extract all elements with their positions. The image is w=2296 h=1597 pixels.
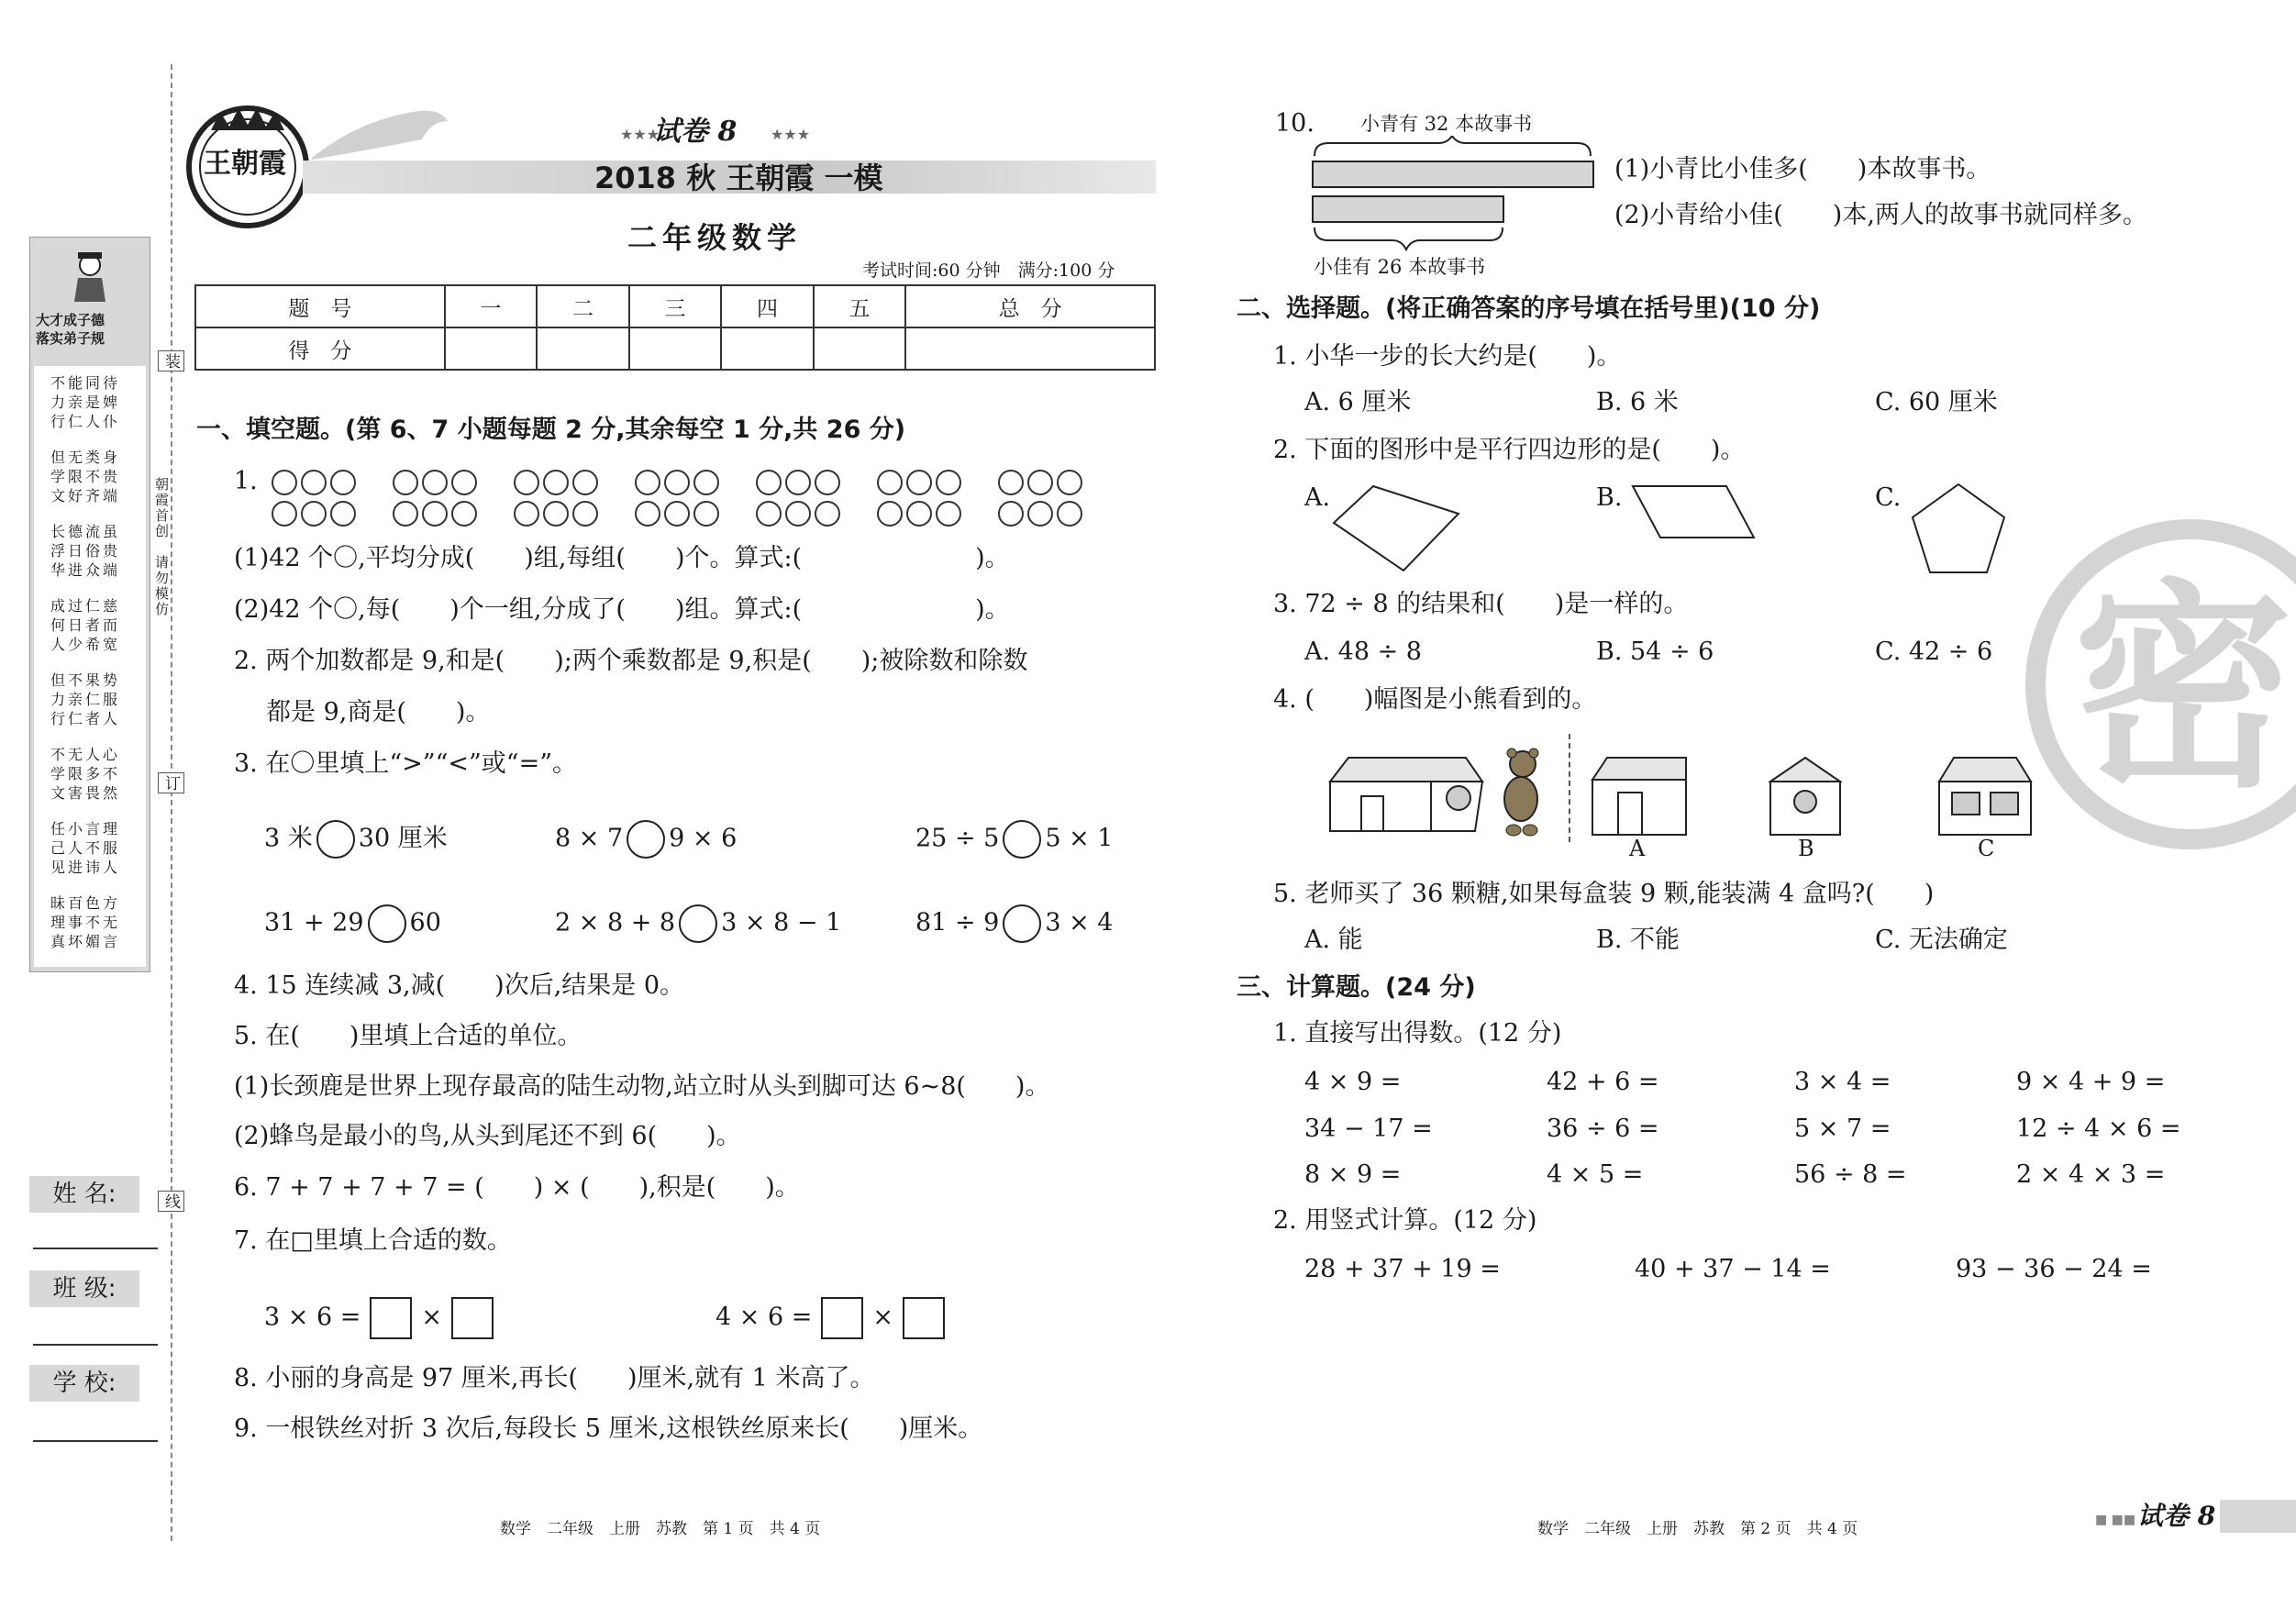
corner-tab (2220, 1500, 2296, 1533)
score-cell: 总 分 (905, 285, 1155, 327)
logo-text: 王朝霞 (204, 148, 286, 180)
score-input[interactable] (905, 327, 1155, 370)
vertical-calc-item[interactable]: 28 + 37 + 19 = (1304, 1255, 1501, 1283)
vertical-calc-item[interactable]: 93 − 36 − 24 = (1956, 1255, 2152, 1283)
answer-box[interactable] (451, 1297, 494, 1339)
page-footer-left: 数学 二年级 上册 苏教 第 1 页 共 4 页 (500, 1520, 821, 1538)
view-c-house-icon (1937, 756, 2033, 838)
compare-item (915, 904, 1113, 943)
motto-title: 大才成子德 落实弟子规 (36, 312, 105, 347)
q5-part2: (2)蜂鸟是最小的鸟,从头到尾还不到 6( )。 (234, 1122, 741, 1150)
q5-text: 5. 在( )里填上合适的单位。 (234, 1022, 582, 1050)
score-input[interactable] (629, 327, 722, 370)
parallelogram-shape (1631, 484, 1756, 539)
calc-item[interactable]: 8 × 9 = (1304, 1160, 1402, 1189)
compare-circle[interactable] (368, 904, 406, 943)
seal-char: 密 (2073, 560, 2294, 817)
verse: 昧百色方 理事不无 真坏媚言 (50, 894, 121, 950)
c3-text: 3. 72 ÷ 8 的结果和( )是一样的。 (1273, 590, 1689, 618)
quadrilateral-shape (1332, 484, 1460, 574)
score-input[interactable] (721, 327, 814, 370)
q10-bottom-label: 小佳有 26 本故事书 (1314, 256, 1486, 278)
k1-text: 1. 直接写出得数。(12 分) (1273, 1019, 1562, 1048)
school-label: 学 校: (29, 1365, 139, 1402)
q9-text: 9. 一根铁丝对折 3 次后,每段长 5 厘米,这根铁丝原来长( )厘米。 (234, 1414, 983, 1443)
compare-right: 60 (409, 908, 441, 937)
q3-text: 3. 在〇里填上“>”“<”或“=”。 (234, 749, 578, 778)
q7-expr: 4 × 6 = (715, 1303, 813, 1332)
c1-option[interactable]: C. 60 厘米 (1875, 388, 1998, 416)
score-value-row (195, 327, 1155, 370)
c1-text: 1. 小华一步的长大约是( )。 (1273, 342, 1622, 371)
c2-option[interactable]: B. (1596, 483, 1623, 512)
calc-item[interactable]: 36 ÷ 6 = (1547, 1115, 1659, 1143)
calc-item[interactable]: 2 × 4 × 3 = (2016, 1160, 2166, 1189)
stars-left: ★★★ (620, 126, 660, 143)
verse: 不能同待 力亲是婢 行仁人仆 (50, 374, 121, 430)
vertical-calc-item[interactable]: 40 + 37 − 14 = (1635, 1255, 1831, 1283)
verse: 但不果势 力亲仁服 行仁者人 (50, 671, 121, 727)
verse: 但无类身 学限不贵 文好齐端 (50, 449, 121, 505)
c2-text: 2. 下面的图形中是平行四边形的是( )。 (1273, 436, 1746, 464)
class-field[interactable] (33, 1344, 158, 1346)
q10-part2: (2)小青给小佳( )本,两人的故事书就同样多。 (1614, 201, 2147, 229)
score-label: 得 分 (195, 327, 445, 370)
c3-option[interactable]: C. 42 ÷ 6 (1875, 638, 1993, 666)
c4-text: 4. ( )幅图是小熊看到的。 (1273, 685, 1597, 714)
q10-number: 10. (1275, 109, 1314, 138)
score-cell: 一 (445, 285, 538, 327)
corner-paper-number: 试卷 8 (2137, 1501, 2216, 1531)
calc-item[interactable]: 56 ÷ 8 = (1794, 1160, 1907, 1189)
c5-option[interactable]: A. 能 (1304, 926, 1363, 954)
compare-circle[interactable] (1003, 820, 1041, 859)
divider-dashed (1569, 734, 1570, 842)
c3-option[interactable]: B. 54 ÷ 6 (1596, 638, 1714, 666)
compare-right: 5 × 1 (1045, 824, 1114, 853)
compare-left: 25 ÷ 5 (915, 824, 1000, 853)
pentagon-shape (1910, 482, 2007, 574)
calc-item[interactable]: 4 × 9 = (1304, 1068, 1402, 1096)
score-table (194, 284, 1156, 371)
verse: 成过仁慈 何日者而 人少希宽 (50, 597, 121, 653)
score-input[interactable] (445, 327, 538, 370)
side-notice: 朝霞首创 请勿模仿 (153, 477, 170, 617)
score-input[interactable] (814, 327, 906, 370)
q1-part2: (2)42 个〇,每( )个一组,分成了( )组。算式:( )。 (234, 595, 1010, 624)
bear-icon (1488, 748, 1552, 839)
compare-left: 31 + 29 (264, 908, 364, 937)
calc-item[interactable]: 3 × 4 = (1794, 1068, 1891, 1096)
c5-option[interactable]: C. 无法确定 (1875, 926, 2008, 954)
answer-box[interactable] (370, 1297, 412, 1339)
calc-item[interactable]: 4 × 5 = (1547, 1160, 1644, 1189)
q5-part1: (1)长颈鹿是世界上现存最高的陆生动物,站立时从头到脚可达 6~8( )。 (234, 1072, 1050, 1101)
calc-item[interactable]: 12 ÷ 4 × 6 = (2016, 1115, 2181, 1143)
secret-seal-watermark (2025, 519, 2296, 849)
paper-number: 试卷 8 (653, 116, 738, 148)
house-scene-icon (1328, 752, 1484, 835)
q7-item-b (715, 1297, 954, 1339)
c4-label[interactable]: B (1798, 836, 1814, 861)
view-b-house-icon (1769, 756, 1842, 838)
verse: 任小言理 己人不服 见进讳人 (50, 820, 121, 876)
c1-option[interactable]: A. 6 厘米 (1304, 388, 1412, 416)
ribbon-decoration-icon (312, 103, 449, 167)
compare-right: 30 厘米 (358, 824, 448, 853)
q7-expr: 3 × 6 = (264, 1303, 361, 1332)
q7-item-a (264, 1297, 503, 1339)
answer-box[interactable] (903, 1297, 945, 1339)
logo-seal (183, 103, 312, 231)
scholar-figure-icon (67, 249, 113, 304)
score-cell: 三 (629, 285, 722, 327)
view-a-house-icon (1591, 756, 1688, 838)
c2-option[interactable]: A. (1304, 483, 1331, 512)
section-1-heading: 一、填空题。(第 6、7 小题每题 2 分,其余每空 1 分,共 26 分) (196, 416, 906, 444)
q2-line2: 都是 9,商是( )。 (266, 698, 491, 726)
section-2-heading: 二、选择题。(将正确答案的序号填在括号里)(10 分) (1237, 294, 1821, 323)
compare-circle[interactable] (679, 904, 717, 943)
c4-label[interactable]: C (1978, 836, 1995, 861)
compare-item (264, 820, 448, 859)
q2-line1: 2. 两个加数都是 9,和是( );两个乘数都是 9,积是( );被除数和除数 (234, 647, 1028, 675)
c2-option[interactable]: C. (1875, 483, 1902, 512)
verse: 不无人心 学限多不 文害畏然 (50, 746, 121, 802)
q1-part1: (1)42 个〇,平均分成( )组,每组( )个。算式:( )。 (234, 544, 1010, 572)
q6-text: 6. 7 + 7 + 7 + 7 = ( ) × ( ),积是( )。 (234, 1173, 800, 1202)
c5-option[interactable]: B. 不能 (1596, 926, 1680, 954)
verses (34, 366, 146, 967)
compare-circle[interactable] (316, 820, 355, 859)
c1-option[interactable]: B. 6 米 (1596, 388, 1679, 416)
q7-text: 7. 在□里填上合适的数。 (234, 1226, 512, 1255)
score-cell: 题 号 (195, 285, 445, 327)
school-field[interactable] (33, 1440, 158, 1442)
section-3-heading: 三、计算题。(24 分) (1237, 973, 1476, 1002)
compare-right: 3 × 8 − 1 (721, 908, 842, 937)
class-label: 班 级: (29, 1270, 139, 1307)
compare-right: 3 × 4 (1045, 908, 1114, 937)
q1-number: 1. (234, 467, 258, 495)
subject-title: 二年级数学 (627, 220, 803, 255)
score-cell: 二 (537, 285, 629, 327)
corner-squares: ■ ■■ (2095, 1513, 2136, 1527)
page-footer-right: 数学 二年级 上册 苏教 第 2 页 共 4 页 (1537, 1520, 1858, 1538)
name-label: 姓 名: (29, 1176, 139, 1213)
calc-item[interactable]: 9 × 4 + 9 = (2016, 1068, 2166, 1096)
compare-item (555, 904, 841, 943)
times-sign: × (421, 1303, 442, 1332)
time-info: 考试时间:60 分钟 满分:100 分 (862, 261, 1115, 281)
binding-line (171, 64, 172, 1541)
score-cell: 四 (721, 285, 814, 327)
calc-item[interactable]: 34 − 17 = (1304, 1115, 1433, 1143)
calc-item[interactable]: 42 + 6 = (1547, 1068, 1659, 1096)
exam-title: 2018 秋 王朝霞 一模 (594, 161, 883, 195)
compare-left: 3 米 (264, 824, 313, 853)
name-field[interactable] (33, 1248, 158, 1249)
calc-item[interactable]: 5 × 7 = (1794, 1115, 1891, 1143)
stars-right: ★★★ (771, 126, 811, 143)
binding-mark: 订 (158, 772, 184, 793)
compare-item (264, 904, 441, 943)
compare-item (555, 820, 737, 859)
compare-circle[interactable] (627, 820, 665, 859)
compare-right: 9 × 6 (669, 824, 738, 853)
binding-mark: 线 (158, 1191, 184, 1212)
compare-left: 8 × 7 (555, 824, 624, 853)
c3-option[interactable]: A. 48 ÷ 8 (1304, 638, 1422, 666)
q4-text: 4. 15 连续减 3,减( )次后,结果是 0。 (234, 971, 685, 1000)
q10-part1: (1)小青比小佳多( )本故事书。 (1614, 155, 1991, 183)
q8-text: 8. 小丽的身高是 97 厘米,再长( )厘米,就有 1 米高了。 (234, 1364, 875, 1392)
k2-text: 2. 用竖式计算。(12 分) (1273, 1206, 1537, 1235)
binding-mark: 装 (158, 350, 184, 372)
c5-text: 5. 老师买了 36 颗糖,如果每盒装 9 颗,能装满 4 盒吗?( ) (1273, 880, 1935, 908)
compare-left: 81 ÷ 9 (915, 908, 1000, 937)
compare-left: 2 × 8 + 8 (555, 908, 676, 937)
score-cell: 五 (814, 285, 906, 327)
compare-circle[interactable] (1003, 904, 1041, 943)
q10-top-label: 小青有 32 本故事书 (1360, 113, 1533, 135)
verse: 长德流虽 浮日俗贵 华进众端 (50, 523, 121, 579)
sidebar-motto-panel (29, 237, 150, 972)
times-sign: × (872, 1303, 893, 1332)
compare-item (915, 820, 1113, 859)
score-header-row (195, 285, 1155, 327)
score-input[interactable] (537, 327, 629, 370)
circle-grid (272, 470, 1082, 527)
c4-label[interactable]: A (1629, 836, 1646, 861)
answer-box[interactable] (821, 1297, 863, 1339)
